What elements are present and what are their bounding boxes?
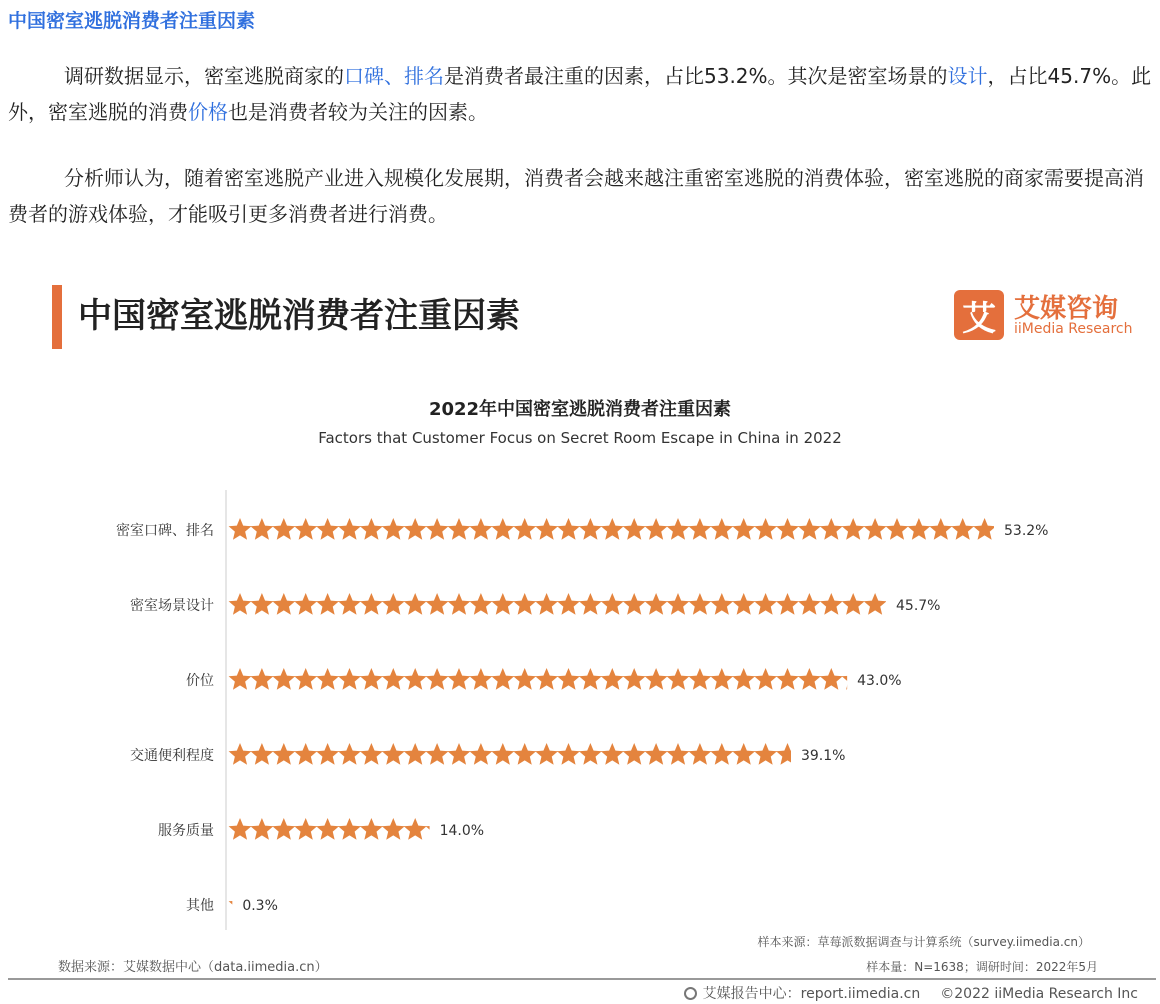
- article-paragraph-1: [8, 58, 1154, 130]
- star-icon: [229, 518, 1018, 540]
- keyword-link-design[interactable]: 设计: [947, 64, 988, 88]
- star-icon: [229, 818, 471, 840]
- logo-mark-icon: 艾: [954, 290, 1004, 340]
- globe-icon: [684, 987, 697, 1000]
- category-label: 价位: [186, 673, 214, 689]
- paragraph-text: 是消费者最注重的因素，占比53.2%。其次是密室场景的: [444, 64, 948, 88]
- star-bar: [229, 743, 821, 765]
- logo-english-name: iiMedia Research: [1014, 321, 1133, 337]
- chart-subtitle: Factors that Customer Focus on Secret Room Escape in China in 2022: [318, 429, 842, 447]
- value-label: 39.1%: [800, 748, 846, 764]
- logo-chinese-name: 艾媒咨询: [1014, 294, 1119, 324]
- iimedia-logo: [954, 290, 1144, 342]
- category-label: 交通便利程度: [130, 748, 214, 764]
- category-label: 其他: [186, 898, 214, 914]
- paragraph-text: 调研数据显示，密室逃脱商家的: [64, 64, 344, 88]
- footer-divider: [8, 978, 1156, 980]
- report-center-link[interactable]: 艾媒报告中心：report.iimedia.cn: [702, 986, 921, 1002]
- star-bar: [229, 818, 471, 840]
- star-bar: [229, 668, 887, 690]
- star-icon: [229, 743, 821, 765]
- star-icon: [229, 593, 931, 615]
- value-label: 53.2%: [1004, 523, 1049, 539]
- card-title: 中国密室逃脱消费者注重因素: [78, 296, 520, 336]
- data-source: 数据来源：艾媒数据中心（data.iimedia.cn）: [58, 960, 328, 975]
- star-bar: [229, 593, 931, 615]
- star-bar: [229, 518, 1018, 540]
- star-bar-chart: [0, 470, 1160, 930]
- paragraph-text: ，占比45.7%。此外，密室逃脱的消费: [8, 64, 1152, 124]
- chart-title: 2022年中国密室逃脱消费者注重因素: [428, 399, 732, 420]
- category-label: 服务质量: [158, 823, 214, 839]
- article-paragraph-2: 分析师认为，随着密室逃脱产业进入规模化发展期，消费者会越来越注重密室逃脱的消费体验，密室逃脱的商家需要提高消费者的游戏体验，才能吸引更多消费者进行消费。: [8, 166, 1144, 226]
- value-label: 14.0%: [439, 823, 485, 839]
- category-label: 密室口碑、排名: [116, 523, 214, 539]
- category-label: 密室场景设计: [130, 598, 214, 614]
- article-title: 中国密室逃脱消费者注重因素: [8, 10, 256, 32]
- paragraph-text: 也是消费者较为关注的因素。: [228, 100, 488, 124]
- keyword-link-price[interactable]: 价格: [188, 100, 228, 124]
- keyword-link-reputation[interactable]: 口碑、排名: [344, 64, 444, 88]
- sample-size: 样本量：N=1638；调研时间：2022年5月: [866, 960, 1098, 974]
- value-label: 43.0%: [857, 673, 902, 689]
- copyright: ©2022 iiMedia Research Inc: [940, 986, 1138, 1002]
- value-label: 0.3%: [242, 898, 278, 914]
- footer: [684, 983, 1138, 1003]
- card-accent-bar: [52, 285, 62, 349]
- sample-source: 样本来源：草莓派数据调查与计算系统（survey.iimedia.cn）: [757, 935, 1090, 949]
- value-label: 45.7%: [896, 598, 941, 614]
- star-icon: [229, 668, 887, 690]
